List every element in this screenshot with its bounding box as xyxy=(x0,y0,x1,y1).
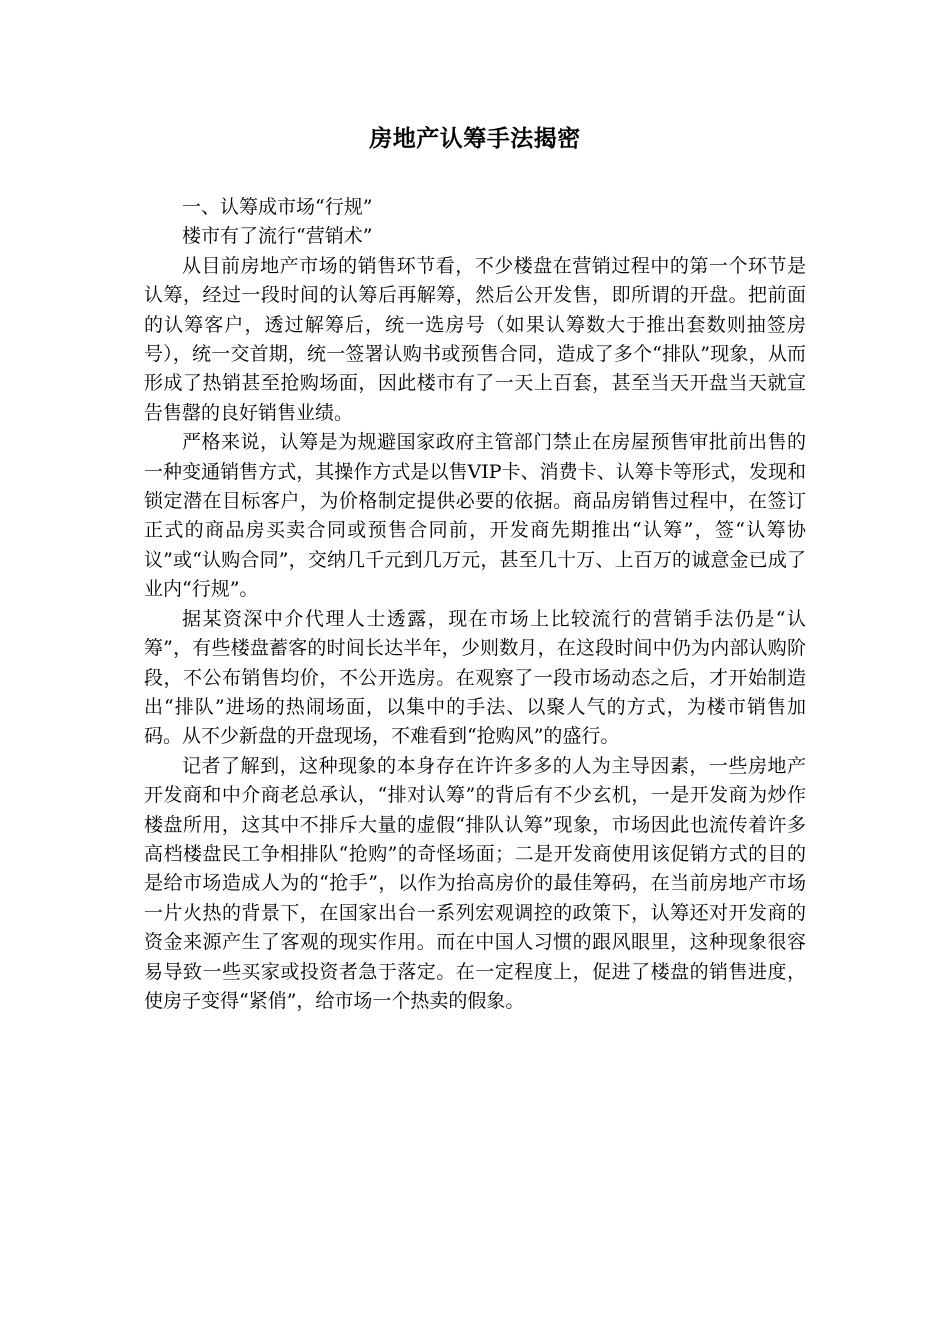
paragraph: 记者了解到，这种现象的本身存在许许多多的人为主导因素，一些房地产开发商和中介商老总承认，“排对认筹”的背后有不少玄机，一是开发商为炒作楼盘所用，这其中不排斥大量的虚假“排队认筹”现象，市场因此也流传着许多高档楼盘民工争相排队“抢购”的奇怪场面；二是开发商使用该促销方式的目的是给市场造成人为的“抢手”，以作为抬高房价的最佳筹码，在当前房地产市场一片火热的背景下，在国家出台一系列宏观调控的政策下，认筹还对开发商的资金来源产生了客观的现实作用。而在中国人习惯的跟风眼里，这种现象很容易导致一些买家或投资者急于落定。在一定程度上，促进了楼盘的销售进度，使房子变得“紧俏”，给市场一个热卖的假象。 xyxy=(144,754,806,1012)
document-body xyxy=(144,193,806,1016)
paragraph: 严格来说，认筹是为规避国家政府主管部门禁止在房屋预售审批前出售的一种变通销售方式，其操作方式是以售VIP卡、消费卡、认筹卡等形式，发现和锁定潜在目标客户，为价格制定提供必要的依据。商品房销售过程中，在签订正式的商品房买卖合同或预售合同前，开发商先期推出“认筹”，签“认筹协议”或“认购合同”，交纳几千元到几万元，甚至几十万、上百万的诚意金已成了业内“行规”。 xyxy=(144,431,806,601)
paragraph: 从目前房地产市场的销售环节看，不少楼盘在营销过程中的第一个环节是认筹，经过一段时间的认筹后再解筹，然后公开发售，即所谓的开盘。把前面的认筹客户，透过解筹后，统一选房号（如果认筹数大于推出套数则抽签房号），统一交首期，统一签署认购书或预售合同，造成了多个“排队”现象，从而形成了热销甚至抢购场面，因此楼市有了一天上百套，甚至当天开盘当天就宣告售罄的良好销售业绩。 xyxy=(144,254,806,424)
subheading: 楼市有了流行“营销术” xyxy=(182,225,373,248)
paragraph: 据某资深中介代理人士透露，现在市场上比较流行的营销手法仍是“认筹”，有些楼盘蓄客的时间长达半年，少则数月，在这段时间中仍为内部认购阶段，不公布销售均价，不公开选房。在观察了一段市场动态之后，才开始制造出“排队”进场的热闹场面，以集中的手法、以聚人气的方式，为楼市销售加码。从不少新盘的开盘现场，不难看到“抢购风”的盛行。 xyxy=(144,607,806,748)
document-title: 房地产认筹手法揭密 xyxy=(369,125,581,152)
section-heading: 一、认筹成市场“行规” xyxy=(182,196,373,218)
